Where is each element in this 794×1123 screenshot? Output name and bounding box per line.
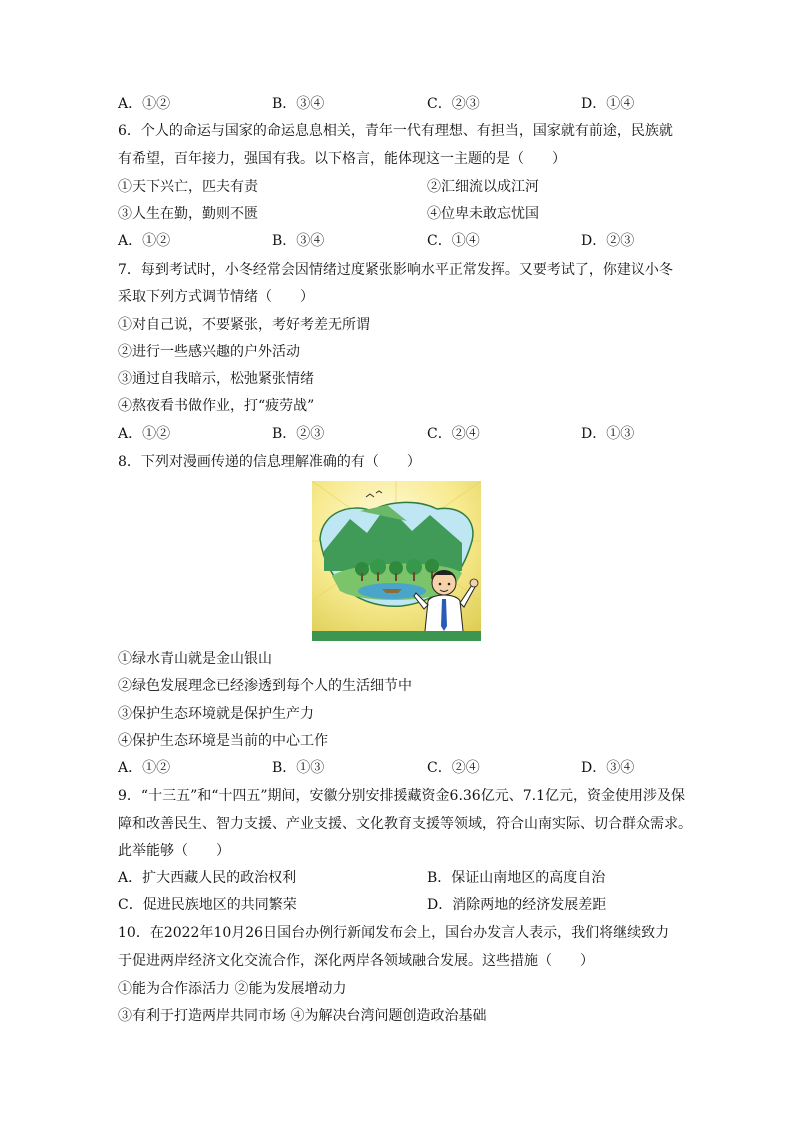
q6-option-c[interactable]: C．①④ — [427, 233, 480, 249]
green-mountains-cartoon — [312, 481, 481, 641]
q9-option-b[interactable]: B．保证山南地区的高度自治 — [427, 870, 606, 886]
q8-option-b[interactable]: B．①③ — [272, 760, 325, 776]
q6-option-d[interactable]: D．②③ — [581, 233, 635, 249]
q7-option-d[interactable]: D．①③ — [581, 426, 635, 442]
q10-items-line-2: ③有利于打造两岸共同市场 ④为解决台湾问题创造政治基础 — [118, 1008, 487, 1024]
q5-option-a[interactable]: A．①② — [118, 96, 171, 112]
q8-option-d[interactable]: D．③④ — [581, 760, 635, 776]
q6-stem-line-1: 6．个人的命运与国家的命运息息相关，青年一代有理想、有担当，国家就有前途，民族就 — [118, 123, 673, 139]
q6-item-1: ①天下兴亡，匹夫有责 — [118, 179, 258, 195]
q6-option-b[interactable]: B．③④ — [272, 233, 325, 249]
q6-option-a[interactable]: A．①② — [118, 233, 171, 249]
q8-item-4: ④保护生态环境是当前的中心工作 — [118, 733, 328, 749]
q7-item-4: ④熬夜看书做作业，打“疲劳战” — [118, 398, 315, 414]
q10-stem-line-1: 10．在2022年10月26日国台办例行新闻发布会上，国台办发言人表示，我们将继续致力 — [118, 925, 670, 941]
q9-option-a[interactable]: A．扩大西藏人民的政治权利 — [118, 870, 297, 886]
q7-option-c[interactable]: C．②④ — [427, 426, 480, 442]
q7-stem-line-1: 7．每到考试时，小冬经常会因情绪过度紧张影响水平正常发挥。又要考试了，你建议小冬 — [118, 262, 673, 278]
ground-strip — [312, 631, 481, 641]
q5-option-c[interactable]: C．②③ — [427, 96, 480, 112]
q6-item-2: ②汇细流以成江河 — [427, 179, 539, 195]
q9-option-d[interactable]: D．消除两地的经济发展差距 — [427, 897, 607, 913]
q8-option-a[interactable]: A．①② — [118, 760, 171, 776]
q6-item-4: ④位卑未敢忘忧国 — [427, 206, 539, 222]
q8-item-2: ②绿色发展理念已经渗透到每个人的生活细节中 — [118, 678, 412, 694]
q7-item-1: ①对自己说，不要紧张，考好考差无所谓 — [118, 317, 370, 333]
q9-stem-line-3: 此举能够（ ） — [118, 843, 230, 859]
q8-stem: 8．下列对漫画传递的信息理解准确的有（ ） — [118, 454, 421, 470]
q7-option-b[interactable]: B．②③ — [272, 426, 325, 442]
q10-items-line-1: ①能为合作添活力 ②能为发展增动力 — [118, 981, 347, 997]
q10-stem-line-2: 于促进两岸经济文化交流合作，深化两岸各领域融合发展。这些措施（ ） — [118, 953, 594, 969]
q5-option-d[interactable]: D．①④ — [581, 96, 635, 112]
q7-item-3: ③通过自我暗示，松弛紧张情绪 — [118, 371, 314, 387]
q7-item-2: ②进行一些感兴趣的户外活动 — [118, 344, 300, 360]
q7-stem-line-2: 采取下列方式调节情绪（ ） — [118, 289, 314, 305]
q6-item-3: ③人生在勤，勤则不匮 — [118, 206, 258, 222]
q5-option-b[interactable]: B．③④ — [272, 96, 325, 112]
q8-item-1: ①绿水青山就是金山银山 — [118, 651, 272, 667]
q9-stem-line-2: 障和改善民生、智力支援、产业支援、文化教育支援等领域，符合山南实际、切合群众需求。 — [118, 816, 692, 832]
q7-option-a[interactable]: A．①② — [118, 426, 171, 442]
q8-item-3: ③保护生态环境就是保护生产力 — [118, 706, 314, 722]
q6-stem-line-2: 有希望，百年接力，强国有我。以下格言，能体现这一主题的是（ ） — [118, 151, 566, 167]
q9-option-c[interactable]: C．促进民族地区的共同繁荣 — [118, 897, 297, 913]
q9-stem-line-1: 9．“十三五”和“十四五”期间，安徽分别安排援藏资金6.36亿元、7.1亿元，资金使用涉及保 — [118, 788, 685, 804]
q8-option-c[interactable]: C．②④ — [427, 760, 480, 776]
